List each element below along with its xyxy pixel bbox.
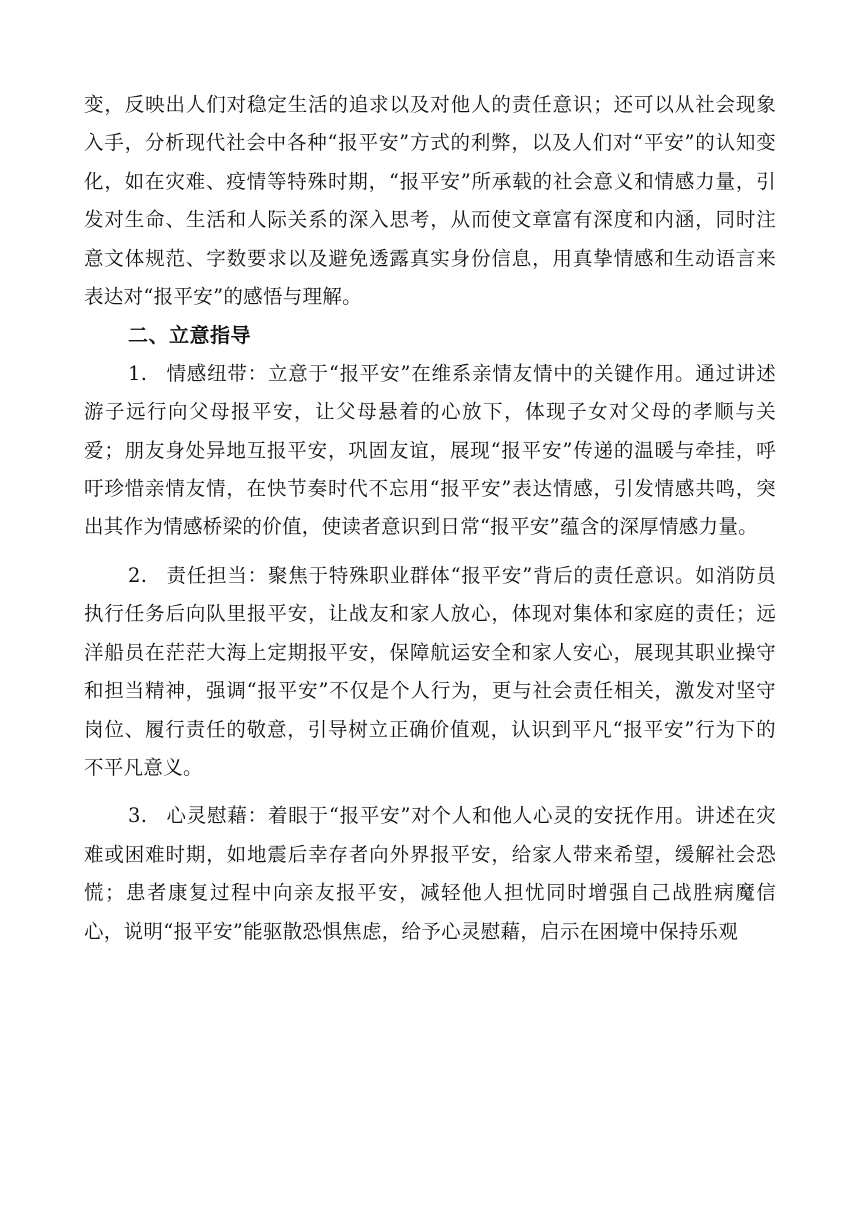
list-item-1	[84, 355, 776, 547]
list-item-text: 责任担当：聚焦于特殊职业群体“报平安”背后的责任意识。如消防员执行任务后向队里报平安，让战友和家人放心，体现对集体和家庭的责任；远洋船员在茫茫大海上定期报平安，保障航运安全和家人安心，展现其职业操守和担当精神，强调“报平安”不仅是个人行为，更与社会责任相关，激发对坚守岗位、履行责任的敬意，引导树立正确价值观，认识到平凡“报平安”行为下的不平凡意义。	[84, 563, 776, 779]
list-item-number: 1.	[128, 361, 148, 385]
list-item-number: 2.	[128, 563, 148, 587]
list-item-number: 3.	[128, 804, 148, 828]
section-heading: 二、立意指导	[128, 323, 251, 348]
document-page	[84, 86, 776, 951]
list-item-text: 情感纽带：立意于“报平安”在维系亲情友情中的关键作用。通过讲述游子远行向父母报平安，让父母悬着的心放下，体现子女对父母的孝顺与关爱；朋友身处异地互报平安，巩固友谊，展现“报平安”传递的温暖与牵挂，呼吁珍惜亲情友情，在快节奏时代不忘用“报平安”表达情感，引发情感共鸣，突出其作为情感桥梁的价值，使读者意识到日常“报平安”蕴含的深厚情感力量。	[84, 361, 776, 539]
list-item-2	[84, 557, 776, 787]
list-item-3	[84, 797, 776, 951]
intro-paragraph: 变，反映出人们对稳定生活的追求以及对他人的责任意识；还可以从社会现象入手，分析现代社会中各种“报平安”方式的利弊，以及人们对“平安”的认知变化，如在灾难、疫情等特殊时期，“报平安”所承载的社会意义和情感力量，引发对生命、生活和人际关系的深入思考，从而使文章富有深度和内涵，同时注意文体规范、字数要求以及避免透露真实身份信息，用真挚情感和生动语言来表达对“报平安”的感悟与理解。	[84, 93, 776, 309]
list-item-text: 心灵慰藉：着眼于“报平安”对个人和他人心灵的安抚作用。讲述在灾难或困难时期，如地震后幸存者向外界报平安，给家人带来希望，缓解社会恐慌；患者康复过程中向亲友报平安，减轻他人担忧同时增强自己战胜病魔信心，说明“报平安”能驱散恐惧焦虑，给予心灵慰藉，启示在困境中保持乐观	[84, 804, 776, 943]
